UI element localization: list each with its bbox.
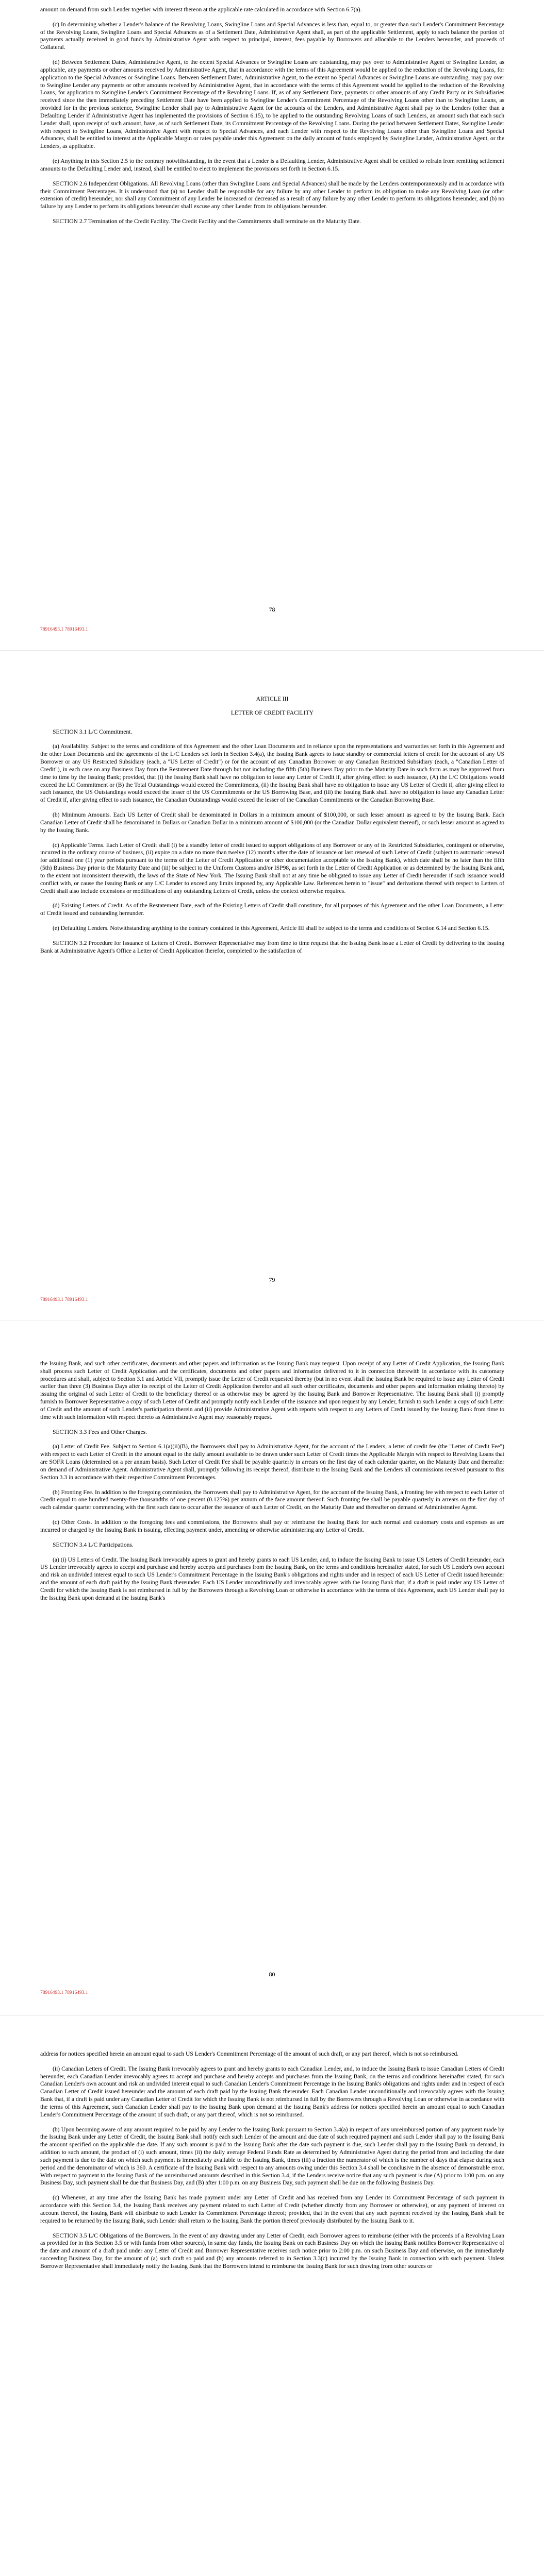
page-number: 80 [269,1971,275,1978]
page-number: 79 [269,1276,275,1283]
section-3-2-paragraph: SECTION 3.2 Procedure for Issuance of Letters of Credit. Borrower Representative may from time to time request that the Issuing Bank issue a Letter of Credit by delivering to the Issuing Bank at Administrative Agent's Office a Letter of Credit Application therefor, completed to the satisfaction of [40,939,504,954]
paragraph: (c) Other Costs. In addition to the foregoing fees and commissions, the Borrowers shall pay or reimburse the Issuing Bank for such normal and customary costs and expenses as are incurred or charged by the Issuing Bank in issuing, effecting payment under, amending or otherwise administering any Letter of Credit. [40,1519,504,1533]
document-id: 78916493.1 78916493.1 [40,1297,88,1302]
section-3-1-heading: SECTION 3.1 L/C Commitment. [53,728,133,735]
page-number: 78 [269,606,275,613]
paragraph: (d) Between Settlement Dates, Administrative Agent, to the extent Special Advances or Swingline Loans are outstanding, may pay over to Administrative Agent or Swingline Lender, as applicable, any payments or other amounts received by Administrative Agent, that in accordance with the terms of this Agreement would be applied to the reduction of the Revolving Loans, for application to the Special Advances or Swingline Loans. Between Settlement Dates, Administrative Agent, to the extent no Special Advances or Swingline Loans are outstanding, may pay over to Swingline Lender any payments or other amounts received by Administrative Agent, that in accordance with the terms of this Agreement would be applied to the reduction of the Revolving Loans, for application to Swingline Lender's Commitment Percentage of the Revolving Loans. If, as of any Settlement Date, payments or other amounts of any Credit Party or its Subsidiaries received since the then immediately preceding Settlement Date have been applied to Swingline Lender's Commitment Percentage of the Revolving Loans other than to Swingline Loans, as provided for in the previous sentence, Swingline Lender shall pay to Administrative Agent for the accounts of the Lenders, and Administrative Agent shall pay to the Lenders (other than a Defaulting Lender if Administrative Agent has implemented the provisions of Section 6.15), to be applied to the outstanding Revolving Loans of such Lenders, an amount such that each such Lender shall, upon receipt of such amount, have, as of such Settlement Date, its Commitment Percentage of the Revolving Loans. During the period between Settlement Dates, Swingline Lender with respect to Swingline Loans, Administrative Agent with respect to Special Advances, and each Lender with respect to the Revolving Loans other than Swingline Loans and Special Advances, shall be entitled to interest at the Applicable Margin or rates payable under this Agreement on the daily amount of funds employed by Swingline Lender, Administrative Agent, or the Lenders, as applicable. [40,59,504,150]
paragraph: (a) Letter of Credit Fee. Subject to Section 6.1(a)(ii)(B), the Borrowers shall pay to Administrative Agent, for the account of the Lenders, a letter of credit fee (the "Letter of Credit Fee") with respect to each Letter of Credit in the amount equal to the daily amount available to be drawn under such Letter of Credit times the Applicable Margin with respect to Revolving Loans that are SOFR Loans (determined on a per annum basis). Such Letter of Credit Fee shall be payable quarterly in arrears on the first day of each calendar quarter, on the Maturity Date and thereafter on demand of Administrative Agent. Administrative Agent shall, promptly following its receipt thereof, distribute to the Issuing Bank and the Lenders all commissions received pursuant to this Section 3.3 in accordance with their respective Commitment Percentages. [40,1443,504,1481]
document-id: 78916493.1 78916493.1 [40,627,88,632]
paragraph: (b) Upon becoming aware of any amount required to be paid by any Lender to the Issuing Bank pursuant to Section 3.4(a) in respect of any unreimbursed portion of any payment made by the Issuing Bank under any Letter of Credit, the Issuing Bank shall notify each such Lender of the amount and due date of such required payment and such Lender shall pay to the Issuing Bank the amount specified on the applicable due date. If any such amount is paid to the Issuing Bank after the date such payment is due, such Lender shall pay to the Issuing Bank on demand, in addition to such amount, the product of (i) such amount, times (ii) the daily average Federal Funds Rate as determined by Administrative Agent during the period from and including the date such payment is due to the date on which such payment is immediately available to the Issuing Bank, times (iii) a fraction the numerator of which is the number of days that elapse during such period and the denominator of which is 360. A certificate of the Issuing Bank with respect to any amounts owing under this Section 3.4 shall be conclusive in the absence of demonstrable error. With respect to payment to the Issuing Bank of the unreimbursed amounts described in this Section 3.4, if the Lenders receive notice that any such payment is due (A) prior to 1:00 p.m. on any Business Day, such payment shall be due that Business Day, and (B) after 1:00 p.m. on any Business Day, such payment shall be due on the following Business Day. [40,2126,504,2187]
article-number: ARTICLE III [256,696,289,702]
page-78-body [40,6,504,233]
document-id: 78916493.1 78916493.1 [40,1990,88,1995]
paragraph: (c) Whenever, at any time after the Issuing Bank has made payment under any Letter of Credit and has received from any Lender its Commitment Percentage of such payment in accordance with this Section 3.4, the Issuing Bank receives any payment related to such Letter of Credit (whether directly from any Borrower or otherwise), or any payment of interest on account thereof, the Issuing Bank will distribute to such Lender its Commitment Percentage thereof; provided, that in the event that any such payment received by the Issuing Bank shall be required to be returned by the Issuing Bank, such Lender shall return to the Issuing Bank the portion thereof previously distributed by the Issuing Bank to it. [40,2194,504,2224]
paragraph: (d) Existing Letters of Credit. As of the Restatement Date, each of the Existing Letters of Credit shall constitute, for all purposes of this Agreement and the other Loan Documents, a Letter of Credit issued and outstanding hereunder. [40,902,504,917]
paragraph: the Issuing Bank, and such other certificates, documents and other papers and information as the Issuing Bank may request. Upon receipt of any Letter of Credit Application, the Issuing Bank shall process such Letter of Credit Application and the certificates, documents and other papers and information delivered to it in connection therewith in accordance with its customary procedures and shall, subject to Section 3.1 and Article VII, promptly issue the Letter of Credit requested thereby (but in no event shall the Issuing Bank be required to issue any Letter of Credit earlier than three (3) Business Days after its receipt of the Letter of Credit Application therefor and all such other certificates, documents and other papers and information relating thereto) by issuing the original of such Letter of Credit to the beneficiary thereof or as otherwise may be agreed by the Issuing Bank and Borrower Representative. The Issuing Bank shall (i) promptly furnish to Borrower Representative a copy of such Letter of Credit and promptly notify each Lender of the issuance and upon request by any Lender, furnish to such Lender a copy of such Letter of Credit and the amount of such Lender's participation therein and (ii) provide Administrative Agent with reports with respect to any Letters of Credit issued by the Issuing Bank from time to time with such information with respect thereto as Administrative Agent may reasonably request. [40,1360,504,1420]
paragraph: address for notices specified herein an amount equal to such US Lender's Commitment Percentage of the amount of such draft, or any part thereof, which is not so reimbursed. [40,2050,459,2057]
page-79-body [40,696,504,962]
paragraph: (a) Availability. Subject to the terms and conditions of this Agreement and the other Loan Documents and in reliance upon the representations and warranties set forth in this Agreement and the other Loan Documents and the agreements of the L/C Lenders set forth in Section 3.4(a), the Issuing Bank agrees to issue standby or commercial letters of credit for the account of any US Borrower or any US Restricted Subsidiary (each, a "US Letter of Credit") or for the account of any Canadian Borrower or any Canadian Restricted Subsidiary (each, a "Canadian Letter of Credit"), in each case on any Business Day from the Restatement Date through but not including the fifth (5th) Business Day prior to the Maturity Date in such form as may be approved from time to time by the Issuing Bank; provided, that (i) the Issuing Bank shall have no obligation to issue any Letter of Credit if, after giving effect to such issuance, (A) the L/C Obligations would exceed the LC Commitment or (B) the Total Outstandings would exceed the Commitments, (ii) the Issuing Bank shall have no obligation to issue any US Letter of Credit if, after giving effect to such issuance, the US Outstandings would exceed the lesser of the US Commitments or the US Borrowing Base, and (iii) the Issuing Bank shall have no obligation to issue any Canadian Letter of Credit if, after giving effect to such issuance, the Canadian Outstandings would exceed the lesser of the Canadian Commitments or the Canadian Borrowing Base. [40,743,504,804]
section-3-4-heading: SECTION 3.4 L/C Participations. [53,1541,134,1548]
paragraph: (e) Anything in this Section 2.5 to the contrary notwithstanding, in the event that a Lender is a Defaulting Lender, Administrative Agent shall be entitled to refrain from remitting settlement amounts to the Defaulting Lender and, instead, shall be entitled to elect to implement the provisions set forth in Section 6.15. [40,158,504,172]
paragraph: (e) Defaulting Lenders. Notwithstanding anything to the contrary contained in this Agreement, Article III shall be subject to the terms and conditions of Section 6.14 and Section 6.15. [53,925,490,932]
section-2-6-paragraph: SECTION 2.6 Independent Obligations. All Revolving Loans (other than Swingline Loans and Special Advances) shall be made by the Lenders contemporaneously and in accordance with their Commitment Percentages. It is understood that (a) no Lender shall be responsible for any failure by any other Lender to perform its obligation to make any Revolving Loan (or other extension of credit) hereunder, nor shall any Commitment of any Lender be increased or decreased as a result of any failure by any other Lender to perform its obligations hereunder, and (b) no failure by any Lender to perform its obligations hereunder shall excuse any other Lender from its obligations hereunder. [40,180,504,210]
section-2-7-paragraph: SECTION 2.7 Termination of the Credit Facility. The Credit Facility and the Commitments shall terminate on the Maturity Date. [53,218,361,225]
page-80-body [40,1360,504,1609]
section-3-5-paragraph: SECTION 3.5 L/C Obligations of the Borrowers. In the event of any drawing under any Letter of Credit, each Borrower agrees to reimburse (either with the proceeds of a Revolving Loan as provided for in this Section 3.5 or with funds from other sources), in same day funds, the Issuing Bank on each Business Day on which the Issuing Bank notifies Borrower Representative of the date and amount of a draft paid under any Letter of Credit and Borrower Representative receives such notice prior to 2:00 p.m. on such Business Day and otherwise, on the immediately succeeding Business Day, for the amount of (a) such draft so paid and (b) any amounts referred to in Section 3.3(c) incurred by the Issuing Bank in connection with such payment. Unless Borrower Representative shall immediately notify the Issuing Bank that the Borrowers intend to reimburse the Issuing Bank for such drawing from other sources or [40,2232,504,2269]
article-title: LETTER OF CREDIT FACILITY [230,709,314,716]
section-3-3-heading: SECTION 3.3 Fees and Other Charges. [53,1428,147,1435]
paragraph: (c) Applicable Terms. Each Letter of Credit shall (i) be a standby letter of credit issued to support obligations of any Borrower or any of its Restricted Subsidiaries, contingent or otherwise, incurred in the ordinary course of business, (ii) expire on a date no more than twelve (12) months after the date of issuance or last renewal of such Letter of Credit (subject to automatic renewal for additional one (1) year periods pursuant to the terms of the Letter of Credit Application or other documentation acceptable to the Issuing Bank), which date shall be no later than the fifth (5th) Business Day prior to the Maturity Date and (iii) be subject to the Uniform Customs and/or ISP98, as set forth in the Letter of Credit Application or as determined by the Issuing Bank and, to the extent not inconsistent therewith, the laws of the State of New York. The Issuing Bank shall not at any time be obligated to issue any Letter of Credit hereunder if such issuance would conflict with, or cause the Issuing Bank or any L/C Lender to exceed any limits imposed by, any Applicable Law. References herein to "issue" and derivations thereof with respect to Letters of Credit shall also include extensions or modifications of any outstanding Letters of Credit, unless the context otherwise requires. [40,841,504,894]
page-divider [0,2015,544,2016]
paragraph: amount on demand from such Lender together with interest thereon at the applicable rate calculated in accordance with Section 6.7(a). [40,6,362,13]
paragraph: (ii) Canadian Letters of Credit. The Issuing Bank irrevocably agrees to grant and hereby grants to each Canadian Lender, and, to induce the Issuing Bank to issue Canadian Letters of Credit hereunder, each Canadian Lender irrevocably agrees to accept and purchase and hereby accepts and purchases from the Issuing Bank, on the terms and conditions hereinafter stated, for such Canadian Lender's own account and risk an undivided interest equal to such Canadian Lender's Commitment Percentage in the Issuing Bank's obligations and rights under and in respect of each Canadian Letter of Credit issued hereunder and the amount of each draft paid by the Issuing Bank thereunder. Each Canadian Lender unconditionally and irrevocably agrees with the Issuing Bank that, if a draft is paid under any Canadian Letter of Credit for which the Issuing Bank is not reimbursed in full by the Borrowers through a Revolving Loan or otherwise in accordance with the terms of this Agreement, such Canadian Lender shall pay to the Issuing Bank upon demand at the Issuing Bank's address for notices specified herein an amount equal to such Canadian Lender's Commitment Percentage of the amount of such draft, or any part thereof, which is not so reimbursed. [40,2065,504,2118]
paragraph: (a) (i) US Letters of Credit. The Issuing Bank irrevocably agrees to grant and hereby grants to each US Lender, and, to induce the Issuing Bank to issue US Letters of Credit hereunder, each US Lender irrevocably agrees to accept and purchase and hereby accepts and purchases from the Issuing Bank, on the terms and conditions hereinafter stated, for such US Lender's own account and risk an undivided interest equal to such US Lender's Commitment Percentage in the Issuing Bank's obligations and rights under and in respect of each US Letter of Credit issued hereunder and the amount of each draft paid by the Issuing Bank thereunder. Each US Lender unconditionally and irrevocably agrees with the Issuing Bank that, if a draft is paid under any US Letter of Credit for which the Issuing Bank is not reimbursed in full by the Borrowers through a Revolving Loan or otherwise in accordance with the terms of this Agreement, such US Lender shall pay to the Issuing Bank upon demand at the Issuing Bank's [40,1556,504,1601]
paragraph: (b) Fronting Fee. In addition to the foregoing commission, the Borrowers shall pay to Administrative Agent, for the account of the Issuing Bank, a fronting fee with respect to each Letter of Credit equal to one hundred twenty-five thousandths of one percent (0.125%) per annum of the face amount thereof. Such fronting fee shall be payable quarterly in arrears on the first day of each calendar quarter commencing with the first such date to occur after the issuance of such Letter of Credit, on the Maturity Date and thereafter on demand of Administrative Agent. [40,1488,504,1511]
page-81-body [40,2050,504,2278]
paragraph: (b) Minimum Amounts. Each US Letter of Credit shall be denominated in Dollars in a minimum amount of $100,000, or such lesser amount as agreed to by the Issuing Bank. Each Canadian Letter of Credit shall be denominated in Dollars or Canadian Dollar in a minimum amount of $100,000 (or the Canadian Dollar equivalent thereof), or such lesser amount as agreed to by the Issuing Bank. [40,811,504,834]
page-divider [0,650,544,651]
paragraph: (c) In determining whether a Lender's balance of the Revolving Loans, Swingline Loans and Special Advances is less than, equal to, or greater than such Lender's Commitment Percentage of the Revolving Loans, Swingline Loans and Special Advances as of a Settlement Date, Administrative Agent shall, as part of the applicable Settlement, apply to such balance the portion of payments actually received in good funds by Administrative Agent with respect to principal, interest, fees payable by Borrowers and allocable to the Lenders hereunder, and proceeds of Collateral. [40,21,504,51]
